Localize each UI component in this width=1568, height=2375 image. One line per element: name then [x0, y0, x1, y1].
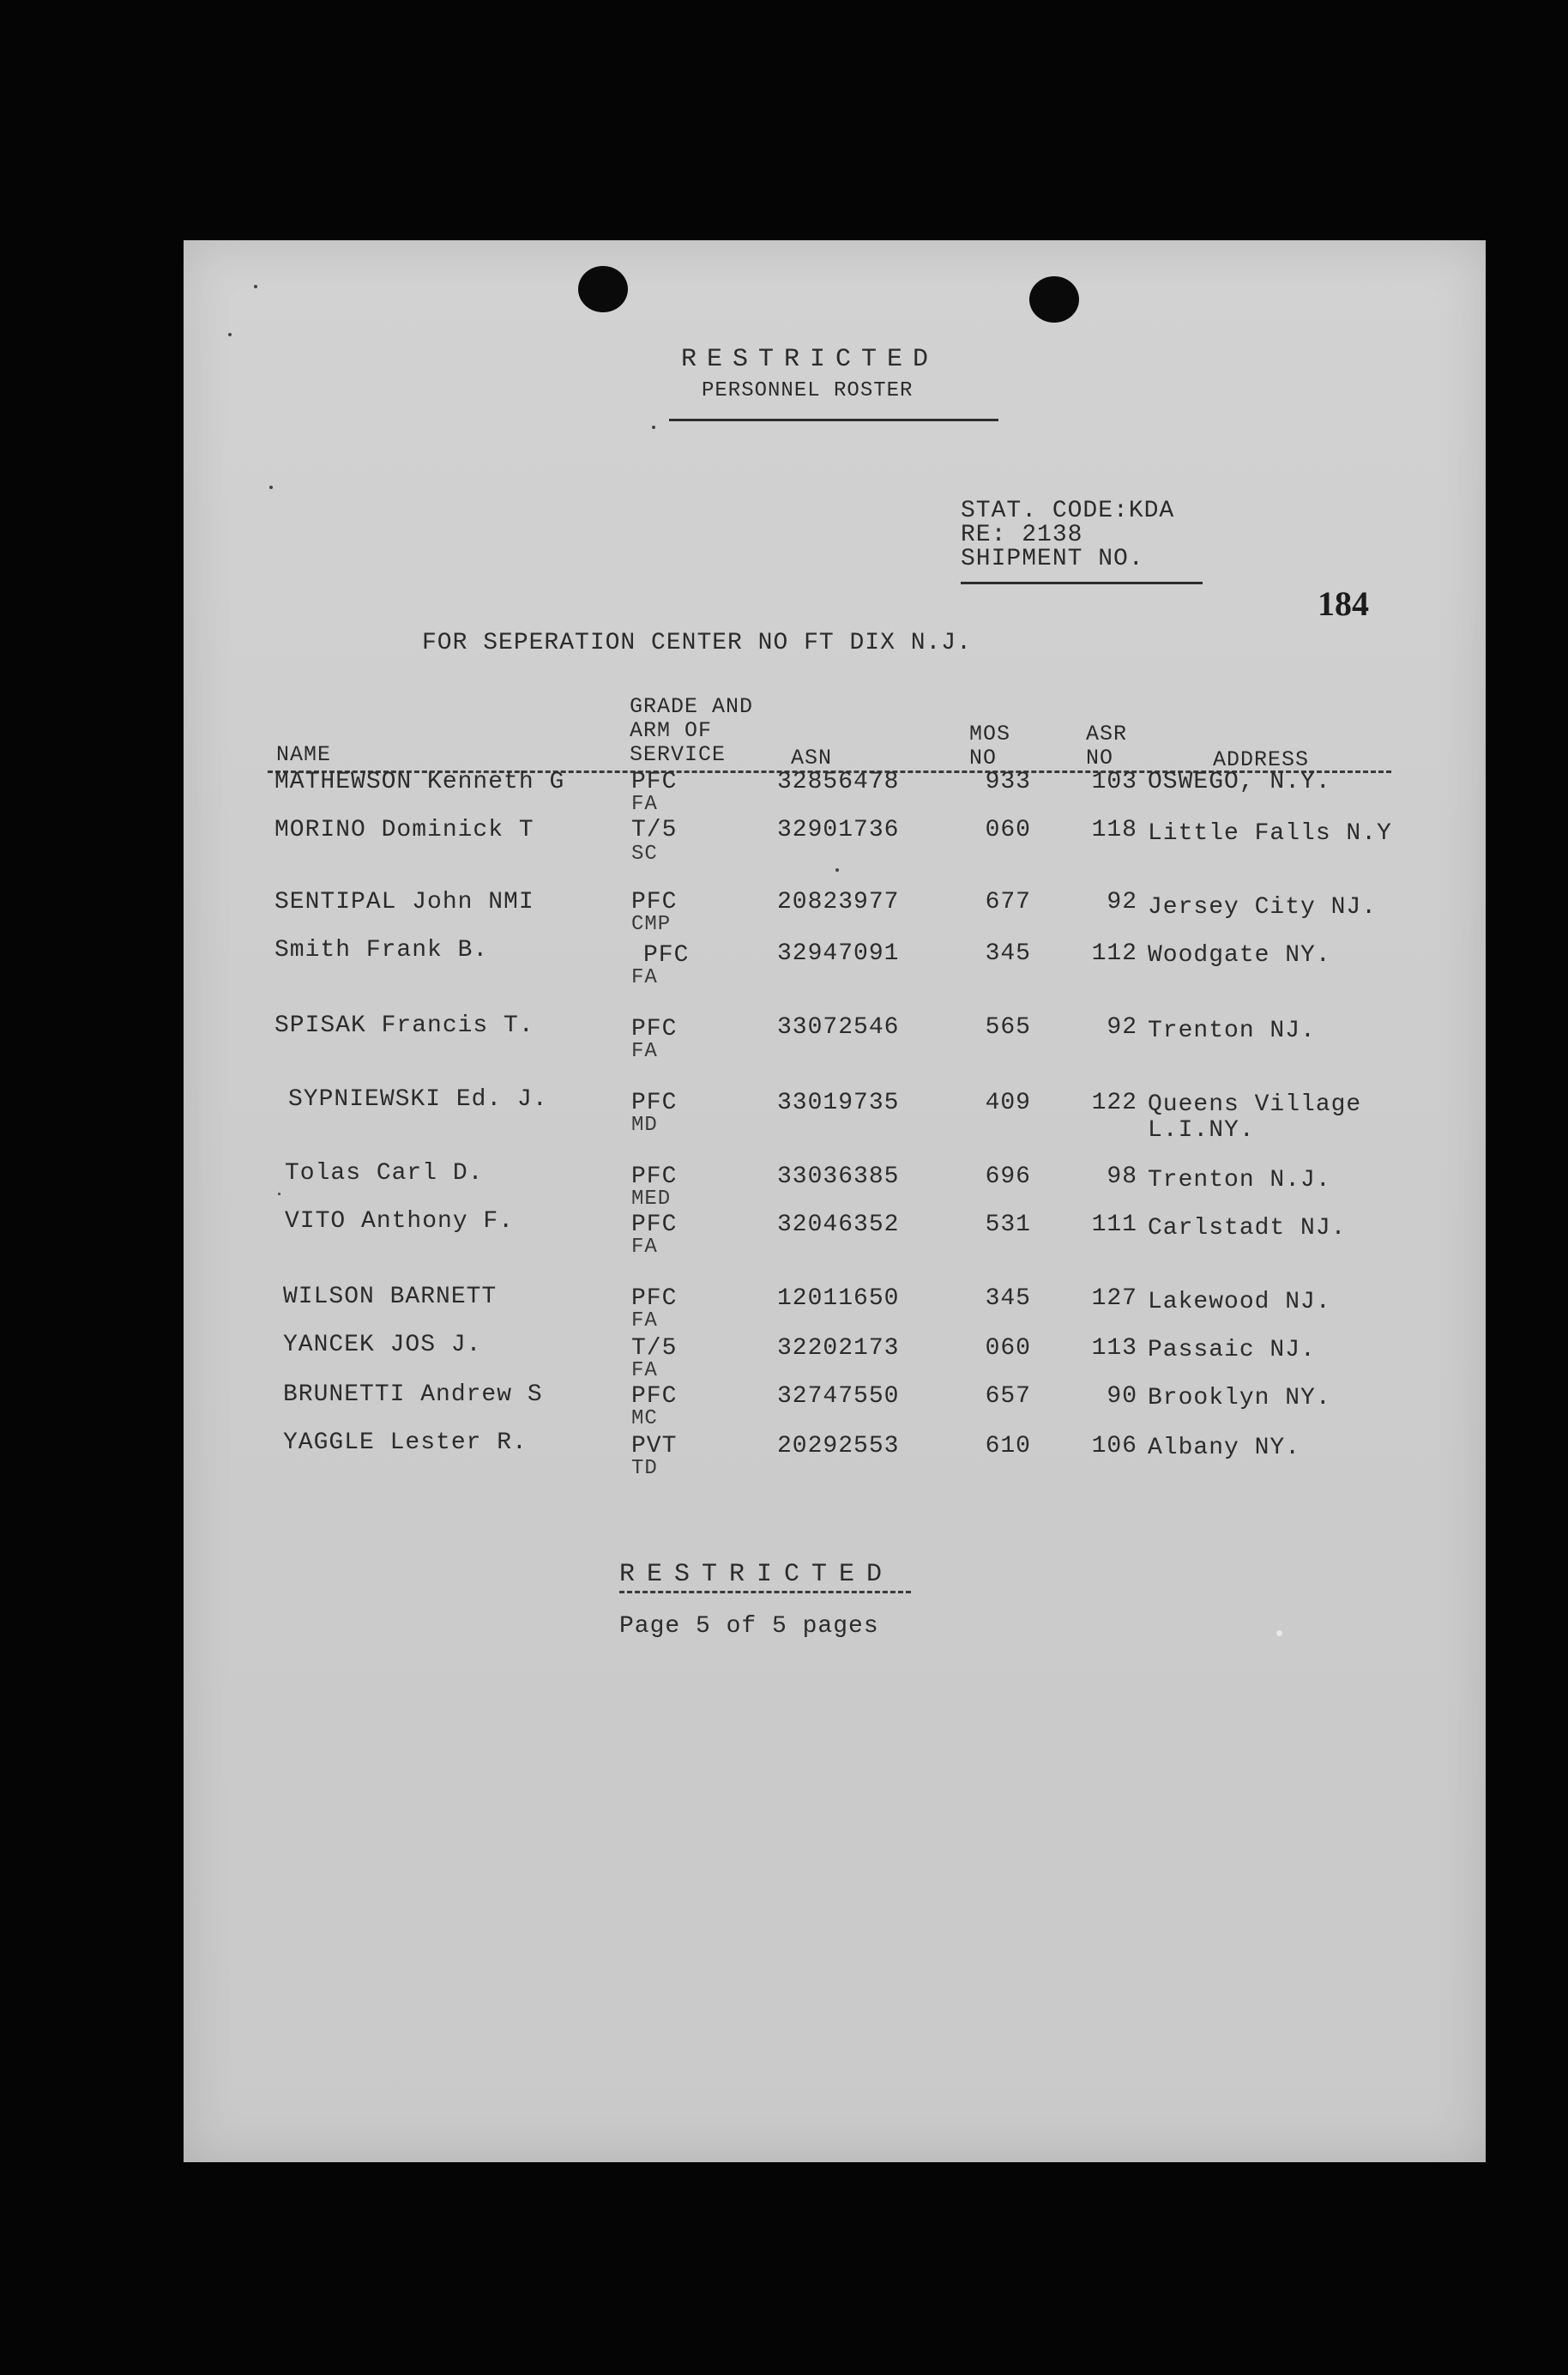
column-header-name: NAME — [276, 742, 332, 767]
grade: PFC — [631, 1383, 678, 1410]
arm-of-service: FA — [631, 1236, 658, 1259]
arm-of-service: CMP — [631, 913, 672, 936]
person-name: SPISAK Francis T. — [274, 1012, 534, 1039]
person-name: YANCEK JOS J. — [283, 1332, 482, 1358]
arm-of-service: FA — [631, 793, 658, 816]
asr-number: 98 — [1107, 1163, 1137, 1190]
punch-hole-right — [1029, 276, 1079, 323]
person-name: MATHEWSON Kenneth G — [274, 769, 565, 795]
grade: PFC — [643, 942, 690, 969]
grade: PFC — [631, 1090, 678, 1116]
mos-number: 531 — [985, 1212, 1031, 1238]
address: Passaic NJ. — [1148, 1337, 1316, 1363]
mos-number: 696 — [985, 1163, 1031, 1190]
document-title: PERSONNEL ROSTER — [702, 379, 914, 402]
classification-footer: RESTRICTED — [619, 1560, 895, 1589]
codes-underline — [961, 582, 1203, 584]
punch-hole-left — [578, 266, 628, 312]
asr-number: 112 — [1091, 940, 1137, 967]
address: Trenton NJ. — [1148, 1018, 1316, 1044]
arm-of-service: MD — [631, 1114, 658, 1137]
mos-number: 060 — [985, 817, 1031, 843]
asn: 32046352 — [777, 1212, 900, 1238]
asr-number: 92 — [1107, 889, 1137, 916]
arm-of-service: SC — [631, 843, 658, 866]
asr-number: 111 — [1091, 1212, 1137, 1238]
grade: PVT — [631, 1433, 678, 1459]
mos-number: 345 — [985, 1285, 1031, 1312]
asn: 32901736 — [777, 817, 900, 843]
grade: T/5 — [631, 1335, 678, 1362]
mos-number: 933 — [985, 769, 1031, 795]
address-line-2: L.I.NY. — [1148, 1117, 1255, 1144]
column-header-asr: ASR NO — [1086, 722, 1128, 771]
person-name: Tolas Carl D. — [285, 1160, 484, 1187]
roster-sheet — [184, 240, 1486, 2162]
address: Jersey City NJ. — [1148, 894, 1378, 921]
asn: 20823977 — [777, 889, 900, 916]
arm-of-service: FA — [631, 1040, 658, 1063]
address: Brooklyn NY. — [1148, 1385, 1331, 1411]
arm-of-service: FA — [631, 966, 658, 989]
grade: PFC — [631, 1163, 678, 1190]
grade: T/5 — [631, 817, 678, 843]
asr-number: 92 — [1107, 1014, 1137, 1041]
person-name: SENTIPAL John NMI — [274, 889, 534, 916]
grade: PFC — [631, 889, 678, 916]
address: Trenton N.J. — [1148, 1167, 1331, 1194]
page-stamp-number: 184 — [1318, 584, 1369, 623]
arm-of-service: FA — [631, 1309, 658, 1333]
asr-number: 118 — [1091, 817, 1137, 843]
asn: 20292553 — [777, 1433, 900, 1459]
title-underline — [669, 419, 998, 421]
column-header-address: ADDRESS — [1213, 747, 1310, 772]
asn: 33072546 — [777, 1014, 900, 1041]
stat-code: STAT. CODE:KDA — [961, 498, 1175, 524]
address: Little Falls N.Y — [1148, 820, 1392, 847]
asn: 32947091 — [777, 940, 900, 967]
address: Carlstadt NJ. — [1148, 1215, 1347, 1242]
address: Woodgate NY. — [1148, 942, 1331, 969]
mos-number: 409 — [985, 1090, 1031, 1116]
grade: PFC — [631, 1016, 678, 1042]
asn: 32747550 — [777, 1383, 900, 1410]
column-header-grade: GRADE AND ARM OF SERVICE — [630, 694, 754, 767]
address: Queens Village — [1148, 1091, 1362, 1118]
arm-of-service: TD — [631, 1457, 658, 1480]
arm-of-service: FA — [631, 1359, 658, 1382]
address: Albany NY. — [1148, 1435, 1301, 1461]
asn: 33019735 — [777, 1090, 900, 1116]
address: OSWEGO, N.Y. — [1148, 769, 1331, 795]
person-name: BRUNETTI Andrew S — [283, 1381, 543, 1408]
shipment-number: SHIPMENT NO. — [961, 546, 1144, 572]
person-name: VITO Anthony F. — [285, 1208, 515, 1235]
mos-number: 610 — [985, 1433, 1031, 1459]
grade: PFC — [631, 1285, 678, 1312]
grade: PFC — [631, 1212, 678, 1238]
person-name: MORINO Dominick T — [274, 817, 534, 843]
mos-number: 060 — [985, 1335, 1031, 1362]
classification-header: RESTRICTED — [681, 345, 939, 374]
column-header-mos: MOS NO — [969, 722, 1011, 771]
re-number: RE: 2138 — [961, 522, 1083, 548]
asn: 33036385 — [777, 1163, 900, 1190]
mos-number: 677 — [985, 889, 1031, 916]
mos-number: 565 — [985, 1014, 1031, 1041]
person-name: WILSON BARNETT — [283, 1284, 498, 1310]
asn: 12011650 — [777, 1285, 900, 1312]
column-header-asn: ASN — [791, 746, 833, 771]
footer-underline — [619, 1591, 911, 1595]
page-number: Page 5 of 5 pages — [619, 1613, 879, 1640]
asn: 32202173 — [777, 1335, 900, 1362]
asr-number: 127 — [1091, 1285, 1137, 1312]
person-name: SYPNIEWSKI Ed. J. — [288, 1086, 548, 1113]
asr-number: 106 — [1091, 1433, 1137, 1459]
destination-line: FOR SEPERATION CENTER NO FT DIX N.J. — [422, 630, 972, 656]
address: Lakewood NJ. — [1148, 1289, 1331, 1315]
mos-number: 657 — [985, 1383, 1031, 1410]
grade: PFC — [631, 769, 678, 795]
arm-of-service: MED — [631, 1188, 672, 1211]
asr-number: 122 — [1091, 1090, 1137, 1116]
mos-number: 345 — [985, 940, 1031, 967]
arm-of-service: MC — [631, 1407, 658, 1430]
asr-number: 103 — [1091, 769, 1137, 795]
person-name: Smith Frank B. — [274, 937, 489, 964]
asn: 32856478 — [777, 769, 900, 795]
asr-number: 113 — [1091, 1335, 1137, 1362]
person-name: YAGGLE Lester R. — [283, 1429, 528, 1456]
asr-number: 90 — [1107, 1383, 1137, 1410]
